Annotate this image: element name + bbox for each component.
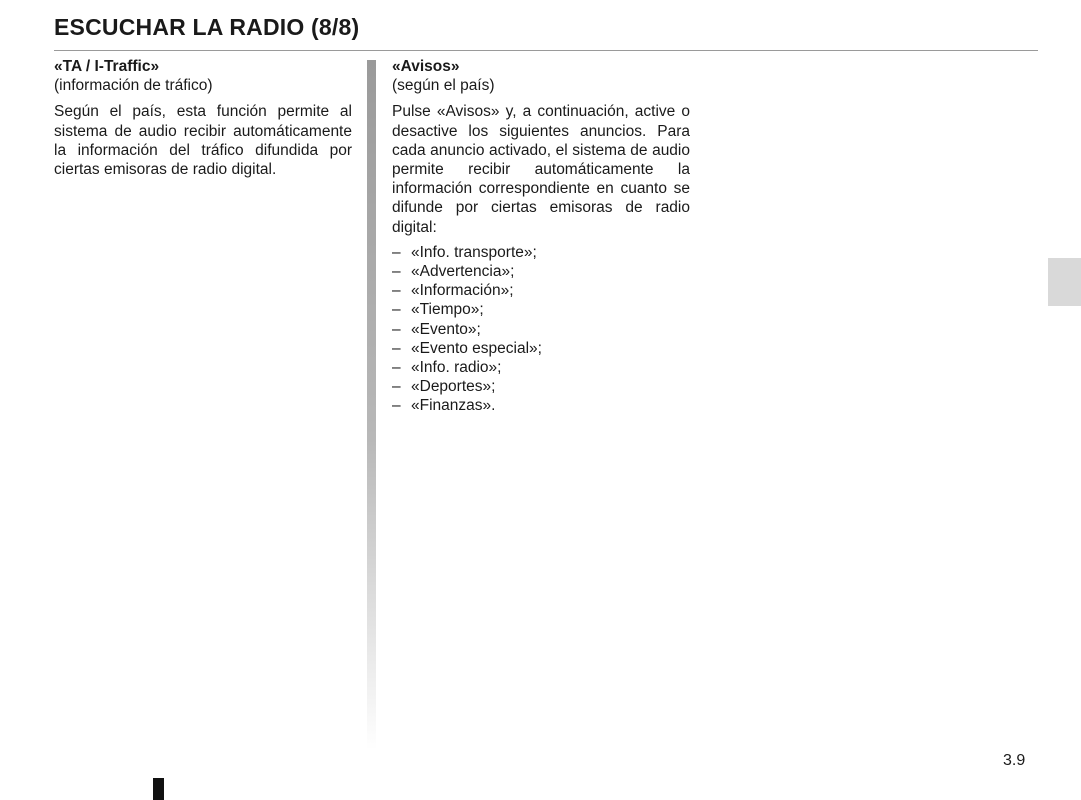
list-dash: – [392, 243, 401, 261]
page-title: ESCUCHAR LA RADIO (8/8) [54, 14, 360, 40]
list-dash: – [392, 339, 401, 357]
column-divider [367, 60, 376, 750]
ta-section-subheading: (información de tráfico) [54, 77, 213, 95]
list-item-label: «Evento especial»; [411, 339, 542, 357]
page-number: 3.9 [1003, 752, 1026, 769]
list-item [392, 262, 690, 281]
list-dash: – [392, 320, 401, 338]
avisos-section-heading: «Avisos» [392, 58, 460, 75]
list-item-label: «Evento»; [411, 320, 481, 338]
list-dash: – [392, 397, 401, 415]
avisos-section-subheading: (según el país) [392, 77, 495, 95]
list-dash: – [392, 263, 401, 281]
list-item [392, 377, 690, 396]
list-item [392, 396, 690, 415]
list-item-label: «Finanzas». [411, 397, 496, 415]
list-item-label: «Deportes»; [411, 378, 496, 396]
list-item [392, 243, 690, 262]
ta-section-paragraph: Según el país, esta función permite al sistema de audio recibir automáticamente la información del tráfico difundida por ciertas emisoras de radio digital. [54, 103, 352, 179]
list-item [392, 300, 690, 319]
list-item-label: «Info. radio»; [411, 359, 502, 377]
right-column [392, 57, 690, 416]
crop-mark [153, 778, 164, 800]
announcement-list [392, 243, 690, 416]
avisos-section-paragraph: Pulse «Avisos» y, a continuación, active o desactive los siguientes anuncios. Para cada anuncio activado, el sistema de audio permite recibir automáticamente la información correspondiente en cuanto se difunde por ciertas emisoras de radio digital: [392, 103, 690, 236]
list-item [392, 320, 690, 339]
list-item-label: «Información»; [411, 282, 514, 300]
list-dash: – [392, 378, 401, 396]
title-rule [54, 50, 1038, 51]
list-dash: – [392, 282, 401, 300]
list-item-label: «Tiempo»; [411, 301, 484, 319]
list-item [392, 358, 690, 377]
ta-section-heading: «TA / I-Traffic» [54, 58, 160, 75]
list-item [392, 339, 690, 358]
chapter-tab [1048, 258, 1081, 306]
list-item-label: «Advertencia»; [411, 263, 515, 281]
list-dash: – [392, 301, 401, 319]
list-item-label: «Info. transporte»; [411, 243, 537, 261]
left-column [54, 57, 352, 179]
list-dash: – [392, 359, 401, 377]
list-item [392, 281, 690, 300]
